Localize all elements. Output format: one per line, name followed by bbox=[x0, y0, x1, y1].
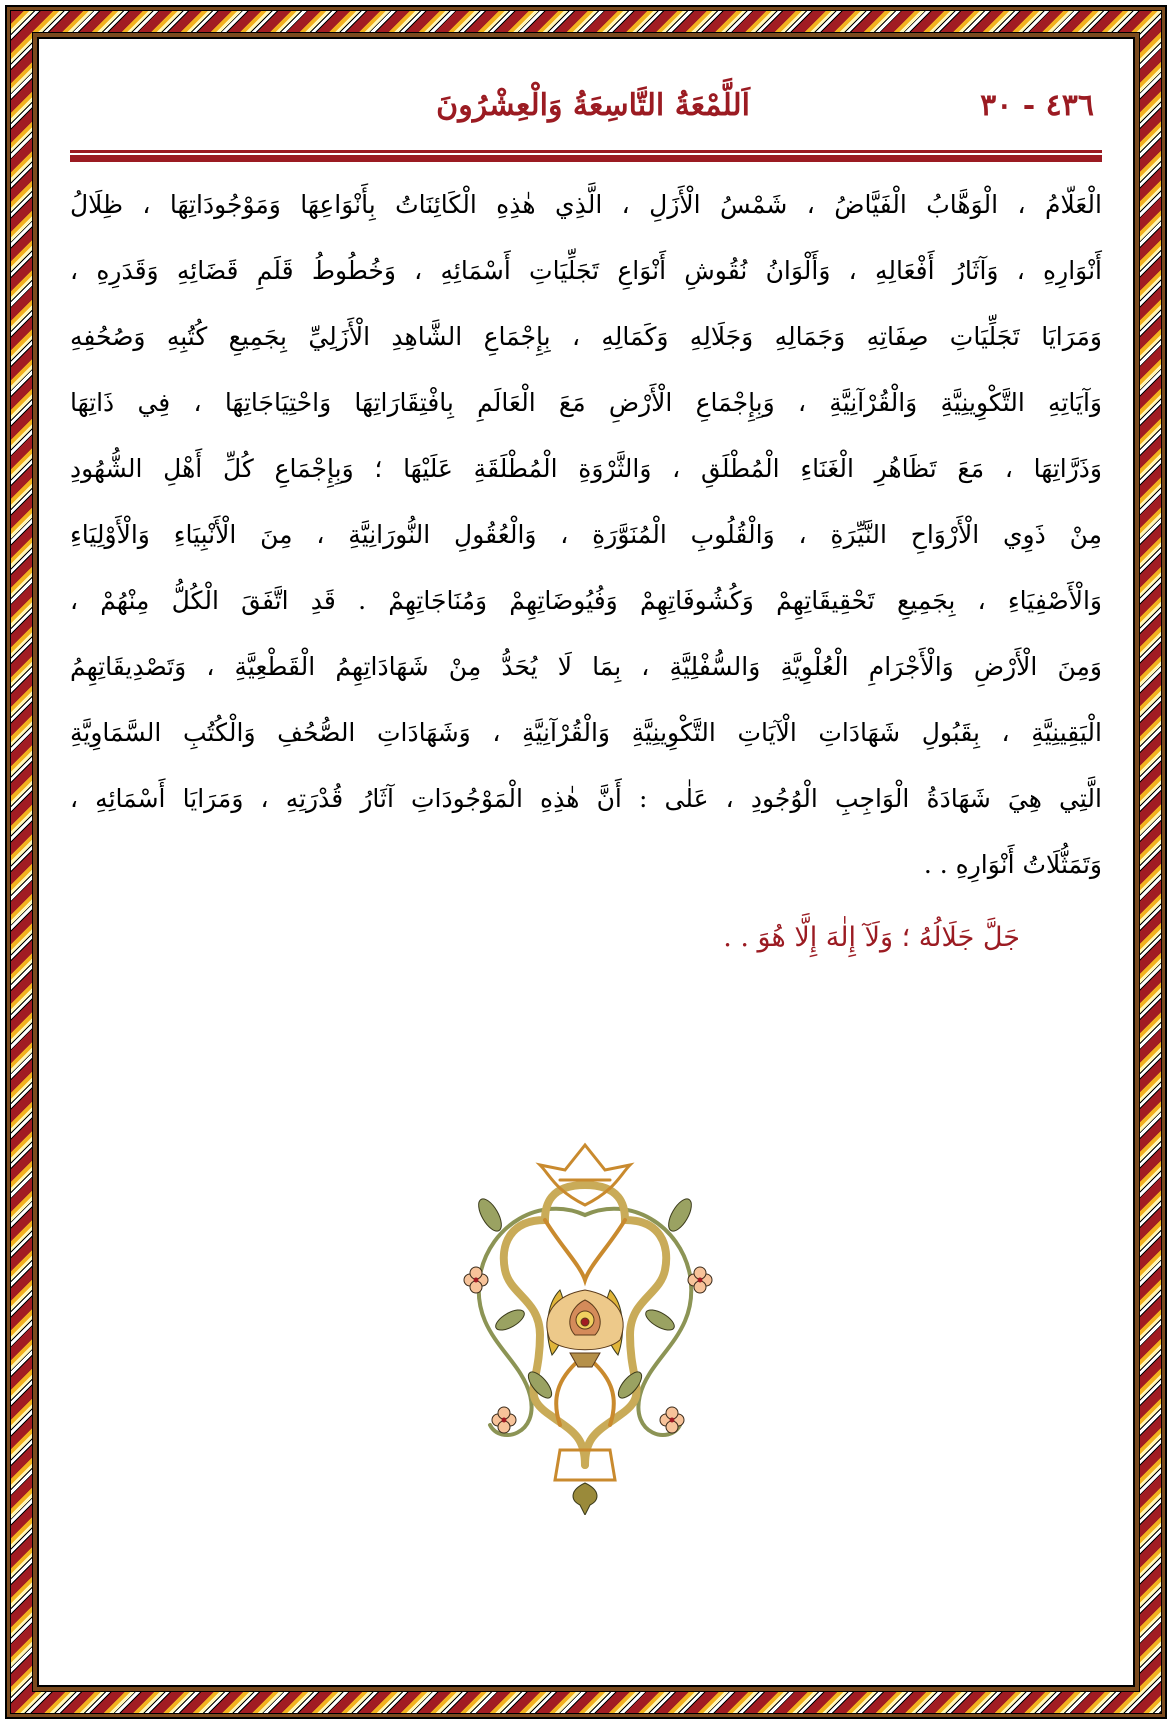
page-header bbox=[70, 88, 1102, 138]
text-line: أَنْوَارِهِ ، وَآثَارُ أَفْعَالِهِ ، وَأَلْوَانُ نُقُوشِ أَنْوَاعِ تَجَلِّيَاتِ أَسْمَائِهِ ، وَخُطُوطُ قَلَمِ قَضَائِهِ وَقَدَرِهِ ، bbox=[70, 256, 1102, 285]
header-rule-thin bbox=[70, 150, 1102, 153]
text-line: الْيَقِينِيَّةِ ، بِقَبُولِ شَهَادَاتِ الْآيَاتِ التَّكْوِينِيَّةِ وَالْقُرْآنِيَّةِ ، وَشَهَادَاتِ الصُّحُفِ وَالْكُتُبِ السَّمَاوِيَّةِ bbox=[70, 718, 1102, 747]
text-line: مِنْ ذَوِي الْأَرْوَاحِ النَّيِّرَةِ ، وَالْقُلُوبِ الْمُنَوَّرَةِ ، وَالْعُقُولِ النُّورَانِيَّةِ ، مِنَ الْأَنْبِيَاءِ وَالْأَوْلِيَاءِ bbox=[70, 520, 1102, 549]
text-line: الَّتِي هِيَ شَهَادَةُ الْوَاجِبِ الْوُجُودِ ، عَلٰى : أَنَّ هٰذِهِ الْمَوْجُودَاتِ آثَارُ قُدْرَتِهِ ، وَمَرَايَا أَسْمَائِهِ ، bbox=[70, 784, 1102, 813]
page-title: اَللَّمْعَةُ التَّاسِعَةُ وَالْعِشْرُونَ bbox=[436, 88, 750, 123]
text-line: وَذَرَّاتِهَا ، مَعَ تَظَاهُرِ الْغَنَاءِ الْمُطْلَقِ ، وَالثَّرْوَةِ الْمُطْلَقَةِ عَلَيْهَا ؛ وَبِإِجْمَاعِ كُلِّ أَهْلِ الشُّهُودِ bbox=[70, 454, 1102, 483]
floral-arabesque-ornament-icon bbox=[430, 1095, 740, 1515]
text-line: وَتَمَثُّلَاتُ أَنْوَارِهِ . . bbox=[923, 850, 1102, 879]
text-line: وَمَرَايَا تَجَلِّيَاتِ صِفَاتِهِ وَجَمَالِهِ وَجَلَالِهِ وَكَمَالِهِ ، بِإِجْمَاعِ الشَّاهِدِ الْأَزَلِيِّ بِجَمِيعِ كُتُبِهِ وَصُحُفِهِ bbox=[70, 322, 1102, 351]
text-line: وَالْأَصْفِيَاءِ ، بِجَمِيعِ تَحْقِيقَاتِهِمْ وَكُشُوفَاتِهِمْ وَفُيُوضَاتِهِمْ وَمُنَاجَاتِهِمْ . قَدِ اتَّفَقَ الْكُلُّ مِنْهُمْ ، bbox=[70, 586, 1102, 615]
page-number: ٤٣٦ - ٣٠ bbox=[980, 88, 1094, 123]
text-line: وَمِنَ الْأَرْضِ وَالْأَجْرَامِ الْعُلْوِيَّةِ وَالسُّفْلِيَّةِ ، بِمَا لَا يُحَدُّ مِنْ شَهَادَاتِهِمُ الْقَطْعِيَّةِ ، وَتَصْدِيقَاتِهِمُ bbox=[70, 652, 1102, 681]
closing-phrase: جَلَّ جَلَالُهُ ؛ وَلَآ إِلٰهَ إِلَّا هُوَ . . bbox=[723, 922, 1020, 953]
text-line: الْعَلّامُ ، الْوَهَّابُ الْفَيَّاضُ ، شَمْسُ الْأَزَلِ ، الَّذِي هٰذِهِ الْكَائِنَاتُ بِأَنْوَاعِهَا وَمَوْجُودَاتِهَا ، ظِلَالُ bbox=[70, 190, 1102, 219]
header-rule-thick bbox=[70, 155, 1102, 162]
text-line: وَآيَاتِهِ التَّكْوِينِيَّةِ وَالْقُرْآنِيَّةِ ، وَبِإِجْمَاعِ الْأَرْضِ مَعَ الْعَالَمِ بِافْتِقَارَاتِهَا وَاحْتِيَاجَاتِهَا ، فِي ذَاتِهَا bbox=[70, 388, 1102, 417]
body-paragraph bbox=[70, 172, 1102, 898]
